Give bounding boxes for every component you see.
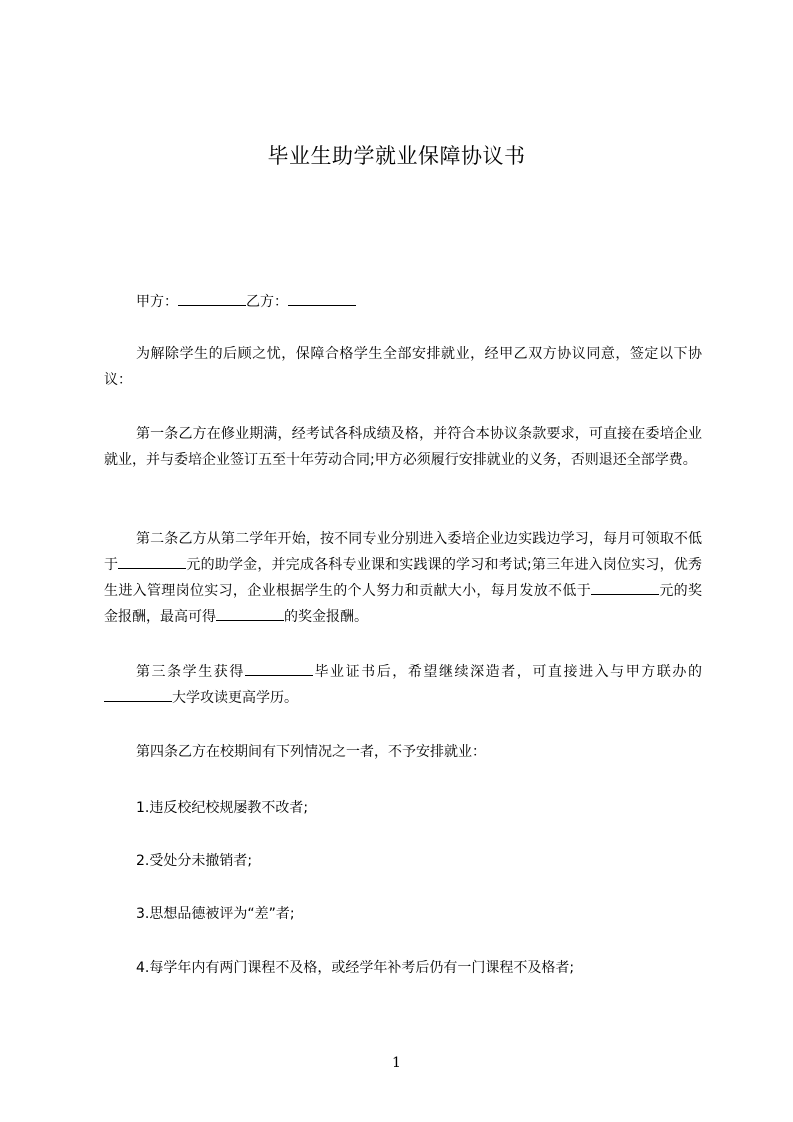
article-2 [104,526,702,630]
party-a-blank [178,291,246,306]
list-item: 3.思想品德被评为“差”者; [136,906,295,922]
list-item: 1.违反校纪校规屡教不改者; [136,800,309,816]
list-item: 4.每学年内有两门课程不及格，或经学年补考后仍有一门课程不及格者; [136,960,575,976]
intro-paragraph: 为解除学生的后顾之忧，保障合格学生全部安排就业，经甲乙双方协议同意，签定以下协议： [104,346,702,388]
article-3-part-1: 第三条学生获得 [136,664,245,680]
stipend-blank [118,554,186,569]
article-2-part-3: 元的奖金报酬，最高可得 [104,583,703,625]
bonus-max-blank [216,606,284,621]
parties-line [104,289,702,315]
document-title: 毕业生助学就业保障协议书 [267,144,526,168]
party-b-label: 乙方： [246,294,288,310]
article-2-part-4: 的奖金报酬。 [284,609,368,625]
certificate-blank [245,661,313,676]
article-3-part-2: 毕业证书后，希望继续深造者，可直接进入与甲方联办的 [312,664,702,680]
party-a-label: 甲方： [136,294,178,310]
list-item: 2.受处分未撤销者; [136,853,253,869]
page-number: 1 [392,1055,401,1071]
article-3 [104,659,702,711]
article-1: 第一条乙方在修业期满，经考试各科成绩及格，并符合本协议条款要求，可直接在委培企业就业，并与委培企业签订五至十年劳动合同;甲方必须履行安排就业的义务，否则退还全部学费。 [104,426,702,468]
article-2-part-2: 元的助学金，并完成各科专业课和实践课的学习和考试;第三年进入岗位实习，优秀生进入管理岗位实习，企业根据学生的个人努力和贡献大小，每月发放不低于 [104,557,703,599]
university-blank [104,687,172,702]
article-4: 第四条乙方在校期间有下列情况之一者，不予安排就业： [136,744,486,760]
bonus-min-blank [591,580,659,595]
party-b-blank [288,291,356,306]
article-2-part-1: 第二条乙方从第二学年开始，按不同专业分别进入委培企业边实践边学习，每月可领取不低于 [104,531,702,573]
article-3-part-3: 大学攻读更高学历。 [172,690,298,706]
